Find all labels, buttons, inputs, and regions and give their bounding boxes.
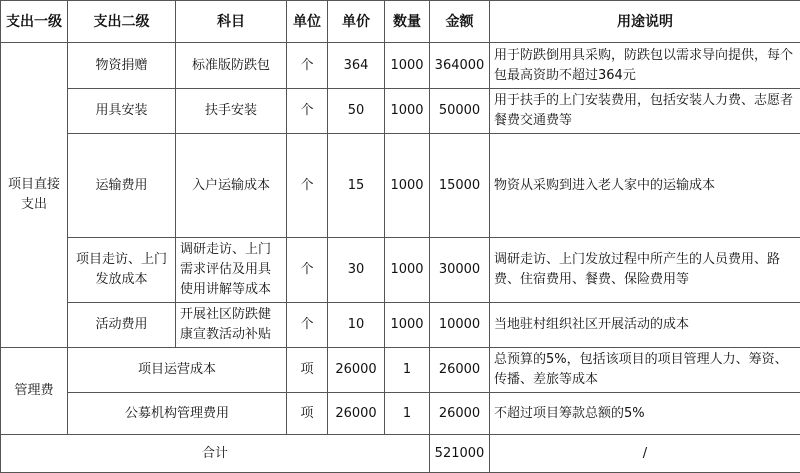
cell-description: 总预算的5%，包括该项目的项目管理人力、筹资、传播、差旅等成本 (490, 348, 800, 393)
cell-quantity: 1 (385, 348, 430, 393)
cell-level2: 物资捐赠 (68, 43, 176, 89)
cell-subject: 入户运输成本 (176, 134, 287, 238)
cell-price: 364 (328, 43, 385, 89)
cell-price: 10 (328, 303, 385, 348)
header-price: 单价 (328, 1, 385, 43)
cell-amount: 15000 (430, 134, 490, 238)
cell-price: 50 (328, 89, 385, 134)
cell-unit: 项 (287, 348, 328, 393)
cell-price: 26000 (328, 348, 385, 393)
cell-amount: 50000 (430, 89, 490, 134)
cell-price: 26000 (328, 393, 385, 435)
cell-amount: 10000 (430, 303, 490, 348)
cell-unit: 个 (287, 89, 328, 134)
cell-unit: 个 (287, 238, 328, 303)
table-row (1, 89, 800, 134)
group-management: 管理费 (1, 348, 68, 435)
cell-level2: 运输费用 (68, 134, 176, 238)
cell-subject: 扶手安装 (176, 89, 287, 134)
cell-description: 调研走访、上门发放过程中所产生的人员费用、路费、住宿费用、餐费、保险费用等 (490, 238, 800, 303)
cell-quantity: 1000 (385, 134, 430, 238)
header-description: 用途说明 (490, 1, 800, 43)
table-row (1, 393, 800, 435)
cell-unit: 个 (287, 43, 328, 89)
header-level2: 支出二级 (68, 1, 176, 43)
cell-quantity: 1 (385, 393, 430, 435)
cell-quantity: 1000 (385, 89, 430, 134)
total-row (1, 435, 800, 473)
cell-unit: 个 (287, 134, 328, 238)
cell-quantity: 1000 (385, 303, 430, 348)
cell-amount: 26000 (430, 393, 490, 435)
cell-quantity: 1000 (385, 238, 430, 303)
cell-level2: 用具安装 (68, 89, 176, 134)
cell-price: 30 (328, 238, 385, 303)
header-subject: 科目 (176, 1, 287, 43)
cell-quantity: 1000 (385, 43, 430, 89)
header-amount: 金额 (430, 1, 490, 43)
cell-mgmt-item: 项目运营成本 (68, 348, 287, 393)
cell-description: 不超过项目筹款总额的5% (490, 393, 800, 435)
cell-amount: 364000 (430, 43, 490, 89)
cell-description: 用于防跌倒用具采购，防跌包以需求导向提供，每个包最高资助不超过364元 (490, 43, 800, 89)
cell-description: 当地驻村组织社区开展活动的成本 (490, 303, 800, 348)
cell-subject: 标准版防跌包 (176, 43, 287, 89)
cell-subject: 调研走访、上门需求评估及用具使用讲解等成本 (176, 238, 287, 303)
total-amount: 521000 (430, 435, 490, 473)
table-row (1, 348, 800, 393)
table-row (1, 43, 800, 89)
cell-amount: 30000 (430, 238, 490, 303)
group-direct: 项目直接支出 (1, 43, 68, 348)
cell-price: 15 (328, 134, 385, 238)
cell-amount: 26000 (430, 348, 490, 393)
header-row (1, 1, 800, 43)
cell-unit: 个 (287, 303, 328, 348)
cell-description: 用于扶手的上门安装费用，包括安装人力费、志愿者餐费交通费等 (490, 89, 800, 134)
cell-mgmt-item: 公募机构管理费用 (68, 393, 287, 435)
table-row (1, 238, 800, 303)
header-level1: 支出一级 (1, 1, 68, 43)
table-row (1, 134, 800, 238)
total-label: 合计 (1, 435, 430, 473)
header-unit: 单位 (287, 1, 328, 43)
table-row (1, 303, 800, 348)
total-description: / (490, 435, 800, 473)
cell-unit: 项 (287, 393, 328, 435)
cell-description: 物资从采购到进入老人家中的运输成本 (490, 134, 800, 238)
header-quantity: 数量 (385, 1, 430, 43)
cell-subject: 开展社区防跌健康宣教活动补贴 (176, 303, 287, 348)
cell-level2: 项目走访、上门发放成本 (68, 238, 176, 303)
cell-level2: 活动费用 (68, 303, 176, 348)
